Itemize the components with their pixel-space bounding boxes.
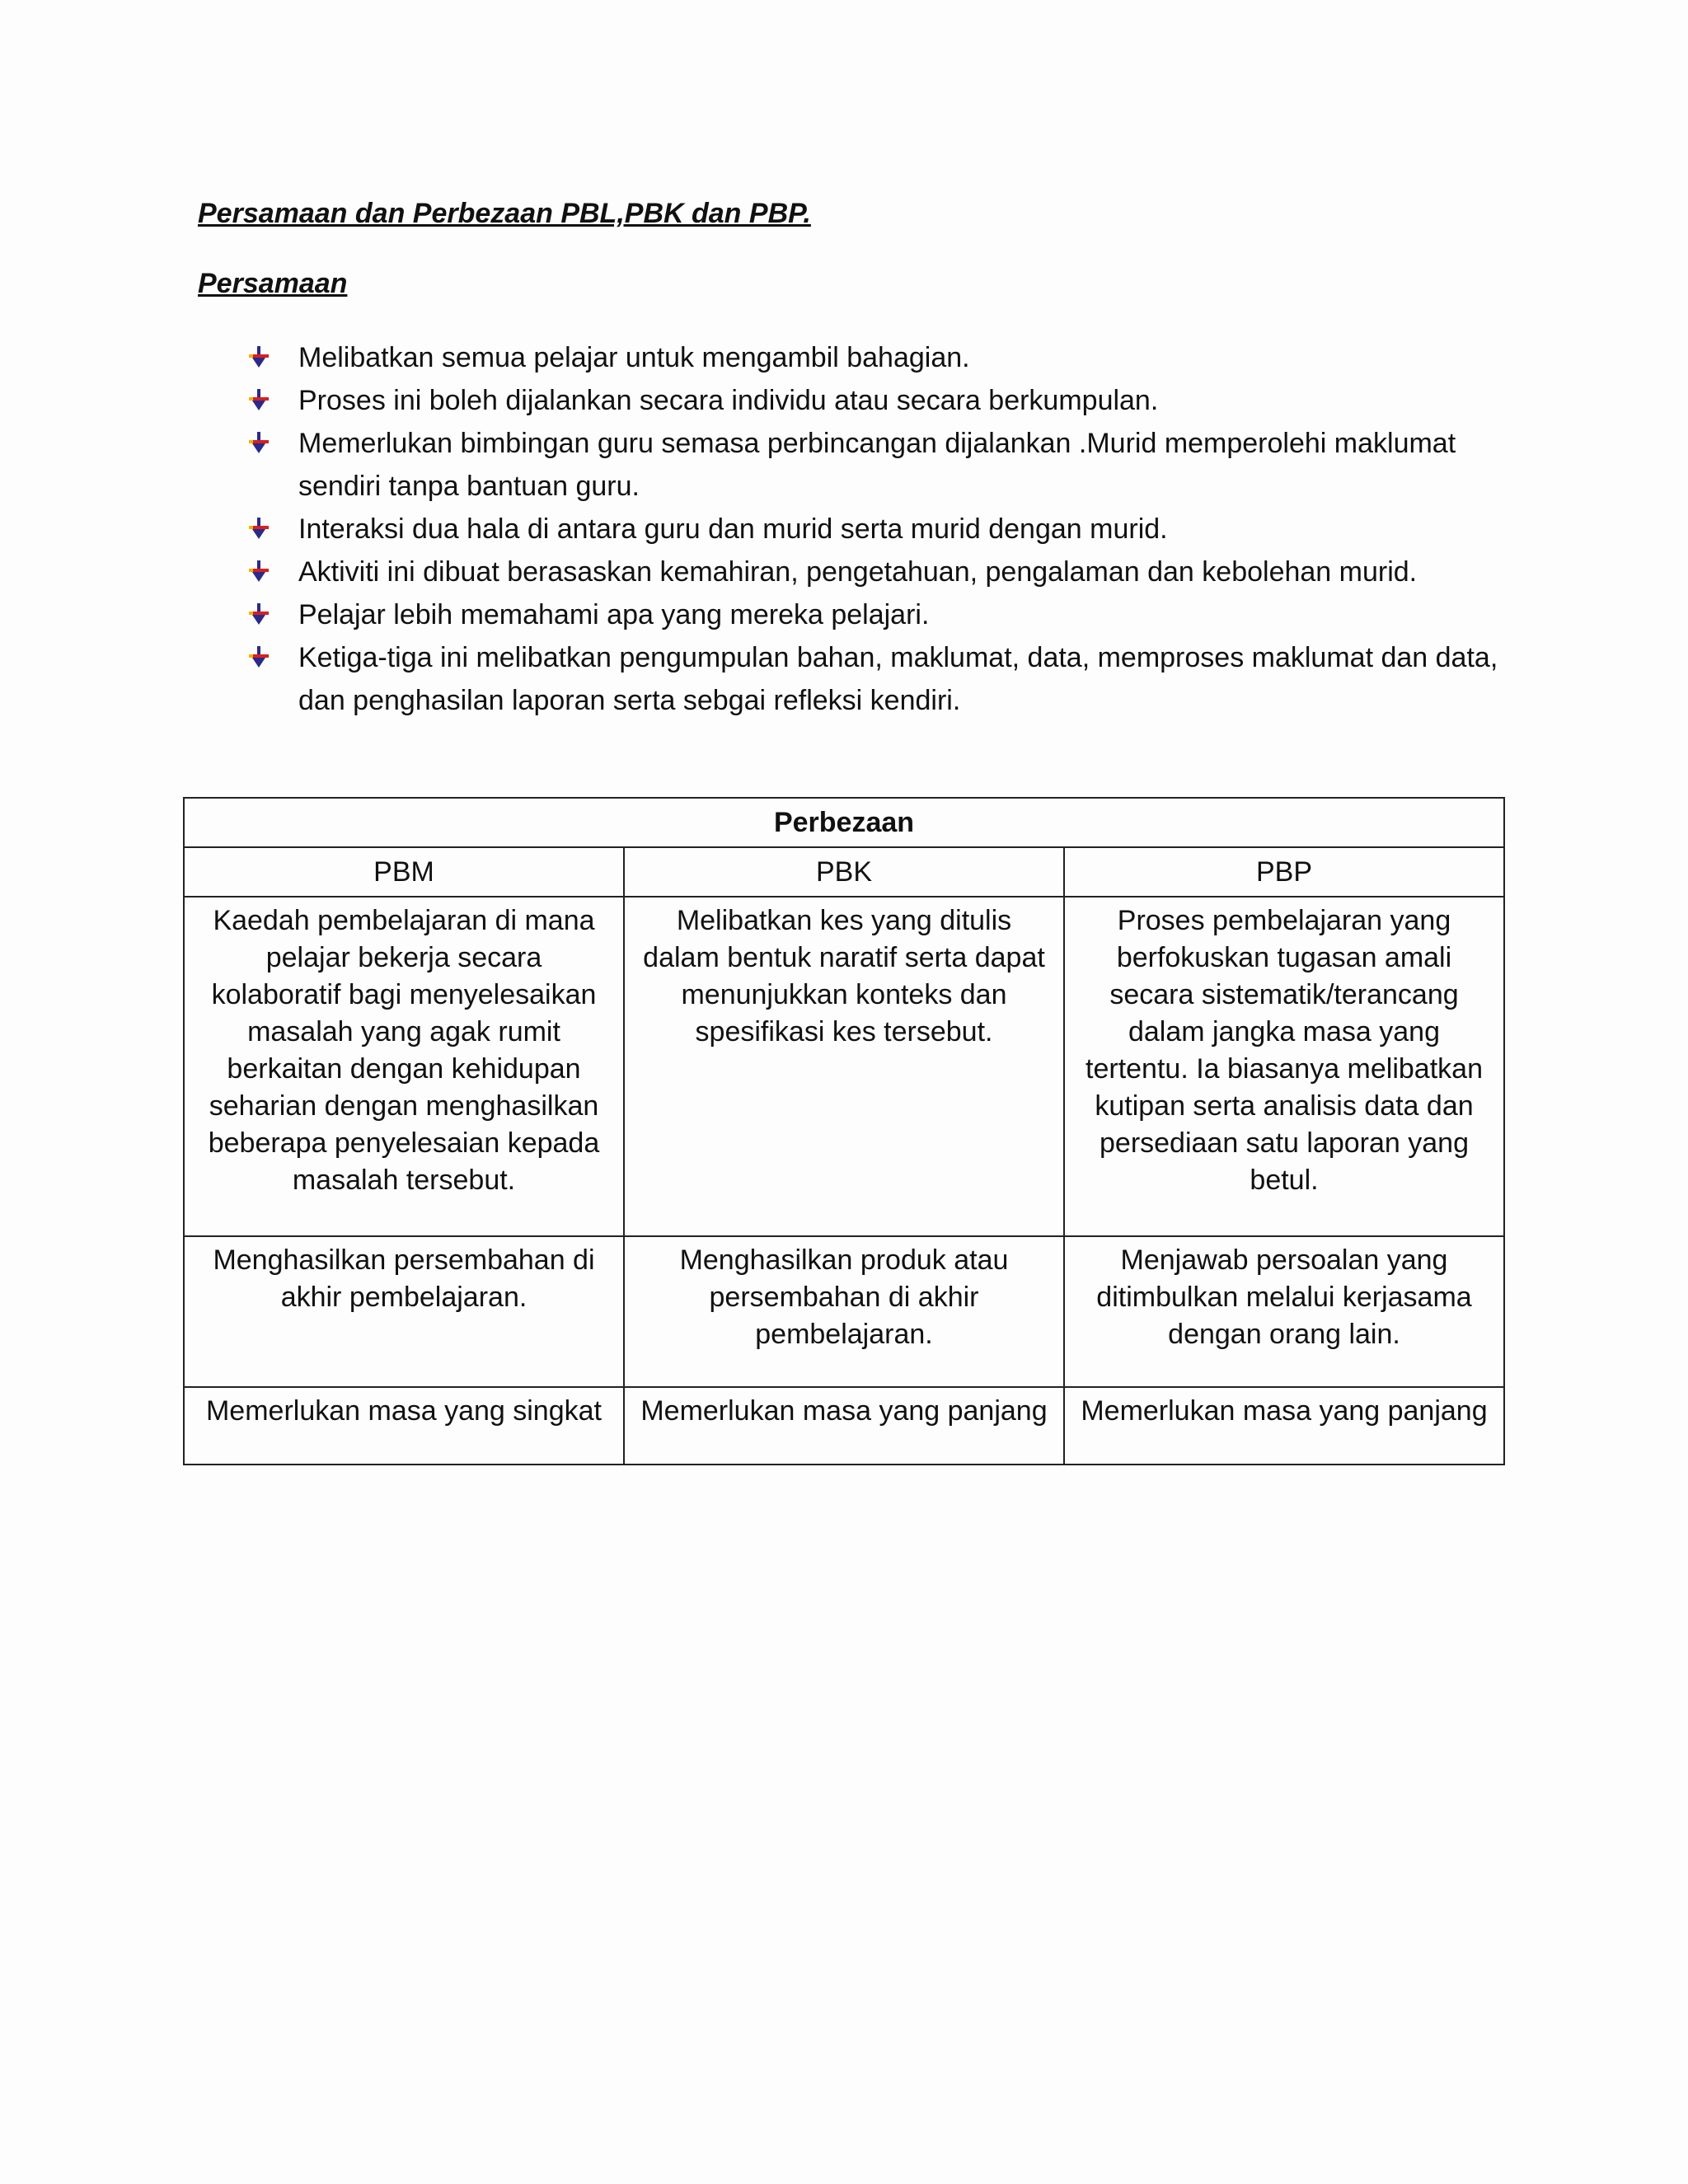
list-item-text: Interaksi dua hala di antara guru dan murid serta murid dengan murid. bbox=[298, 513, 1168, 545]
persamaan-list bbox=[247, 336, 1517, 722]
table-cell: Memerlukan masa yang panjang bbox=[624, 1387, 1064, 1465]
table-title-cell: Perbezaan bbox=[184, 798, 1504, 847]
column-header-pbk: PBK bbox=[624, 847, 1064, 897]
list-item-text: Pelajar lebih memahami apa yang mereka pelajari. bbox=[298, 599, 930, 630]
table-header-row bbox=[184, 798, 1504, 847]
column-header-pbp: PBP bbox=[1064, 847, 1504, 897]
list-item-text: Aktiviti ini dibuat berasaskan kemahiran, pengetahuan, pengalaman dan kebolehan murid. bbox=[298, 556, 1418, 588]
table-cell: Kaedah pembelajaran di mana pelajar bekerja secara kolaboratif bagi menyelesaikan masalah yang agak rumit berkaitan dengan kehidupan seharian dengan menghasilkan beberapa penyelesaian kepada masalah tersebut. bbox=[184, 897, 624, 1236]
arrow-down-bullet-icon bbox=[247, 389, 270, 412]
table-cell: Menghasilkan persembahan di akhir pembelajaran. bbox=[184, 1236, 624, 1387]
list-item-text: Memerlukan bimbingan guru semasa perbincangan dijalankan .Murid memperolehi maklumat sendiri tanpa bantuan guru. bbox=[298, 428, 1456, 502]
table-row bbox=[184, 1387, 1504, 1465]
list-item bbox=[247, 508, 1517, 551]
table-cell: Memerlukan masa yang singkat bbox=[184, 1387, 624, 1465]
arrow-down-bullet-icon bbox=[247, 603, 270, 626]
list-item bbox=[247, 379, 1517, 422]
list-item bbox=[247, 336, 1517, 379]
table-cell: Menjawab persoalan yang ditimbulkan melalui kerjasama dengan orang lain. bbox=[1064, 1236, 1504, 1387]
arrow-down-bullet-icon bbox=[247, 560, 270, 583]
arrow-down-bullet-icon bbox=[247, 346, 270, 369]
arrow-down-bullet-icon bbox=[247, 646, 270, 669]
table-column-header-row bbox=[184, 847, 1504, 897]
table-row bbox=[184, 897, 1504, 1236]
list-item-text: Ketiga-tiga ini melibatkan pengumpulan bahan, maklumat, data, memproses maklumat dan data, dan penghasilan laporan serta sebgai refleksi kendiri. bbox=[298, 642, 1498, 716]
list-item-text: Proses ini boleh dijalankan secara individu atau secara berkumpulan. bbox=[298, 385, 1159, 416]
perbezaan-table bbox=[183, 797, 1505, 1465]
column-header-pbm: PBM bbox=[184, 847, 624, 897]
table-cell: Melibatkan kes yang ditulis dalam bentuk naratif serta dapat menunjukkan konteks dan spesifikasi kes tersebut. bbox=[624, 897, 1064, 1236]
table-cell: Menghasilkan produk atau persembahan di akhir pembelajaran. bbox=[624, 1236, 1064, 1387]
list-item bbox=[247, 551, 1517, 593]
table-row bbox=[184, 1236, 1504, 1387]
arrow-down-bullet-icon bbox=[247, 518, 270, 541]
list-item-text: Melibatkan semua pelajar untuk mengambil bahagian. bbox=[298, 342, 970, 373]
table-cell: Memerlukan masa yang panjang bbox=[1064, 1387, 1504, 1465]
list-item bbox=[247, 422, 1517, 508]
table-cell: Proses pembelajaran yang berfokuskan tugasan amali secara sistematik/terancang dalam jangka masa yang tertentu. Ia biasanya melibatkan kutipan serta analisis data dan persediaan satu laporan yang betul. bbox=[1064, 897, 1504, 1236]
list-item bbox=[247, 636, 1517, 722]
document-title: Persamaan dan Perbezaan PBL,PBK dan PBP. bbox=[198, 198, 811, 229]
list-item bbox=[247, 593, 1517, 636]
arrow-down-bullet-icon bbox=[247, 432, 270, 455]
section-heading-persamaan: Persamaan bbox=[198, 268, 348, 299]
